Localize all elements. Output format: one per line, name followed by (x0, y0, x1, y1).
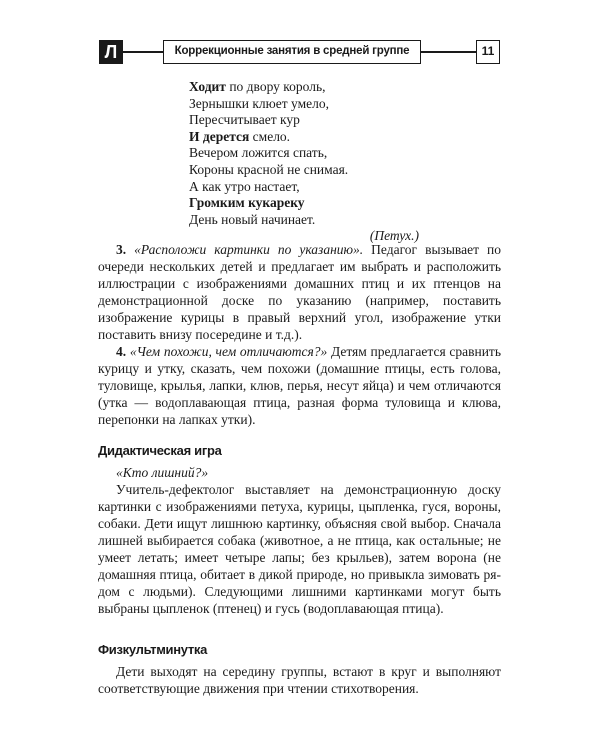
task-3-text: Педагог вызывает по очереди нескольких детей и предлагает им выбрать и расположить иллюстрации с изображениями домашних птиц и их птенцов на демонстрационной доске по указанию (например, поставить изображение курицы в правый верхний угол, изображение утки поставить внизу посередине и т.д.). (98, 242, 501, 342)
poem (189, 79, 419, 245)
poem-line: Вечером ложится спать, (189, 145, 328, 161)
task-3-paragraph (98, 241, 501, 343)
game-title: «Кто лишний?» (116, 465, 209, 480)
poem-line: Громким кукареку (189, 195, 305, 211)
task-4-paragraph (98, 343, 501, 428)
task-4-text: Детям предлагается сравнить курицу и утку, сказать, чем похожи (домашние птицы, есть голова, туловище, крылья, лапки, клюв, перья, несут яйца) и чем отличаются (утка — водоплавающая птица, разная форма туловища и клюва, перепонки на лапках утки). (98, 344, 501, 427)
poem-line: Пересчитывает кур (189, 112, 300, 128)
task-3-title: «Расположи картинки по указанию». (134, 242, 364, 257)
poem-line: Короны красной не снимая. (189, 161, 349, 177)
page-number: 11 (476, 40, 500, 64)
poem-attribution: (Петух.) (369, 228, 419, 244)
task-4-number: 4. (116, 344, 127, 359)
fizminutka-paragraph: Дети выходят на середину группы, встают в круг и выполняют соответствующие движения при чтении стихотворения. (98, 664, 501, 696)
poem-line: И дерется смело. (189, 128, 291, 144)
didactic-game-heading: Дидактическая игра (98, 443, 222, 458)
tasks-block (98, 241, 501, 428)
chapter-mark: Л (99, 40, 123, 64)
poem-line: Зернышки клюет умело, (189, 95, 329, 111)
task-4-title: «Чем похожи, чем отличаются?» (129, 344, 328, 359)
poem-line: День новый начинает. (189, 211, 316, 227)
poem-line: Ходит по двору король, (189, 79, 326, 94)
running-title: Коррекционные занятия в средней группе (163, 40, 421, 64)
fizminutka-block (98, 663, 501, 697)
running-header (99, 40, 500, 64)
didactic-game-paragraph: Учитель-дефектолог выставляет на демонстрационную доску картинки с изображениями петуха, курицы, цыпленка, гуся, вороны, собаки. Дети ищут лишнюю картинку, объясняя свой выбор. Сначала лишней выбирается собака (животное, а не птица, как остальные; не умеет летать; имеет четыре лапы; без крыльев), затем ворона (не домашняя птица, обитает в дикой природе, но привыкла зимовать рядом с людьми). Следующими лишними картинками могут быть выбраны цыпленок (птенец) и гусь (водоплавающая птица). (98, 482, 501, 616)
poem-line: А как утро настает, (189, 178, 300, 194)
didactic-game-block (98, 464, 501, 617)
task-3-number: 3. (116, 242, 127, 257)
fizminutka-heading: Физкультминутка (98, 642, 208, 657)
